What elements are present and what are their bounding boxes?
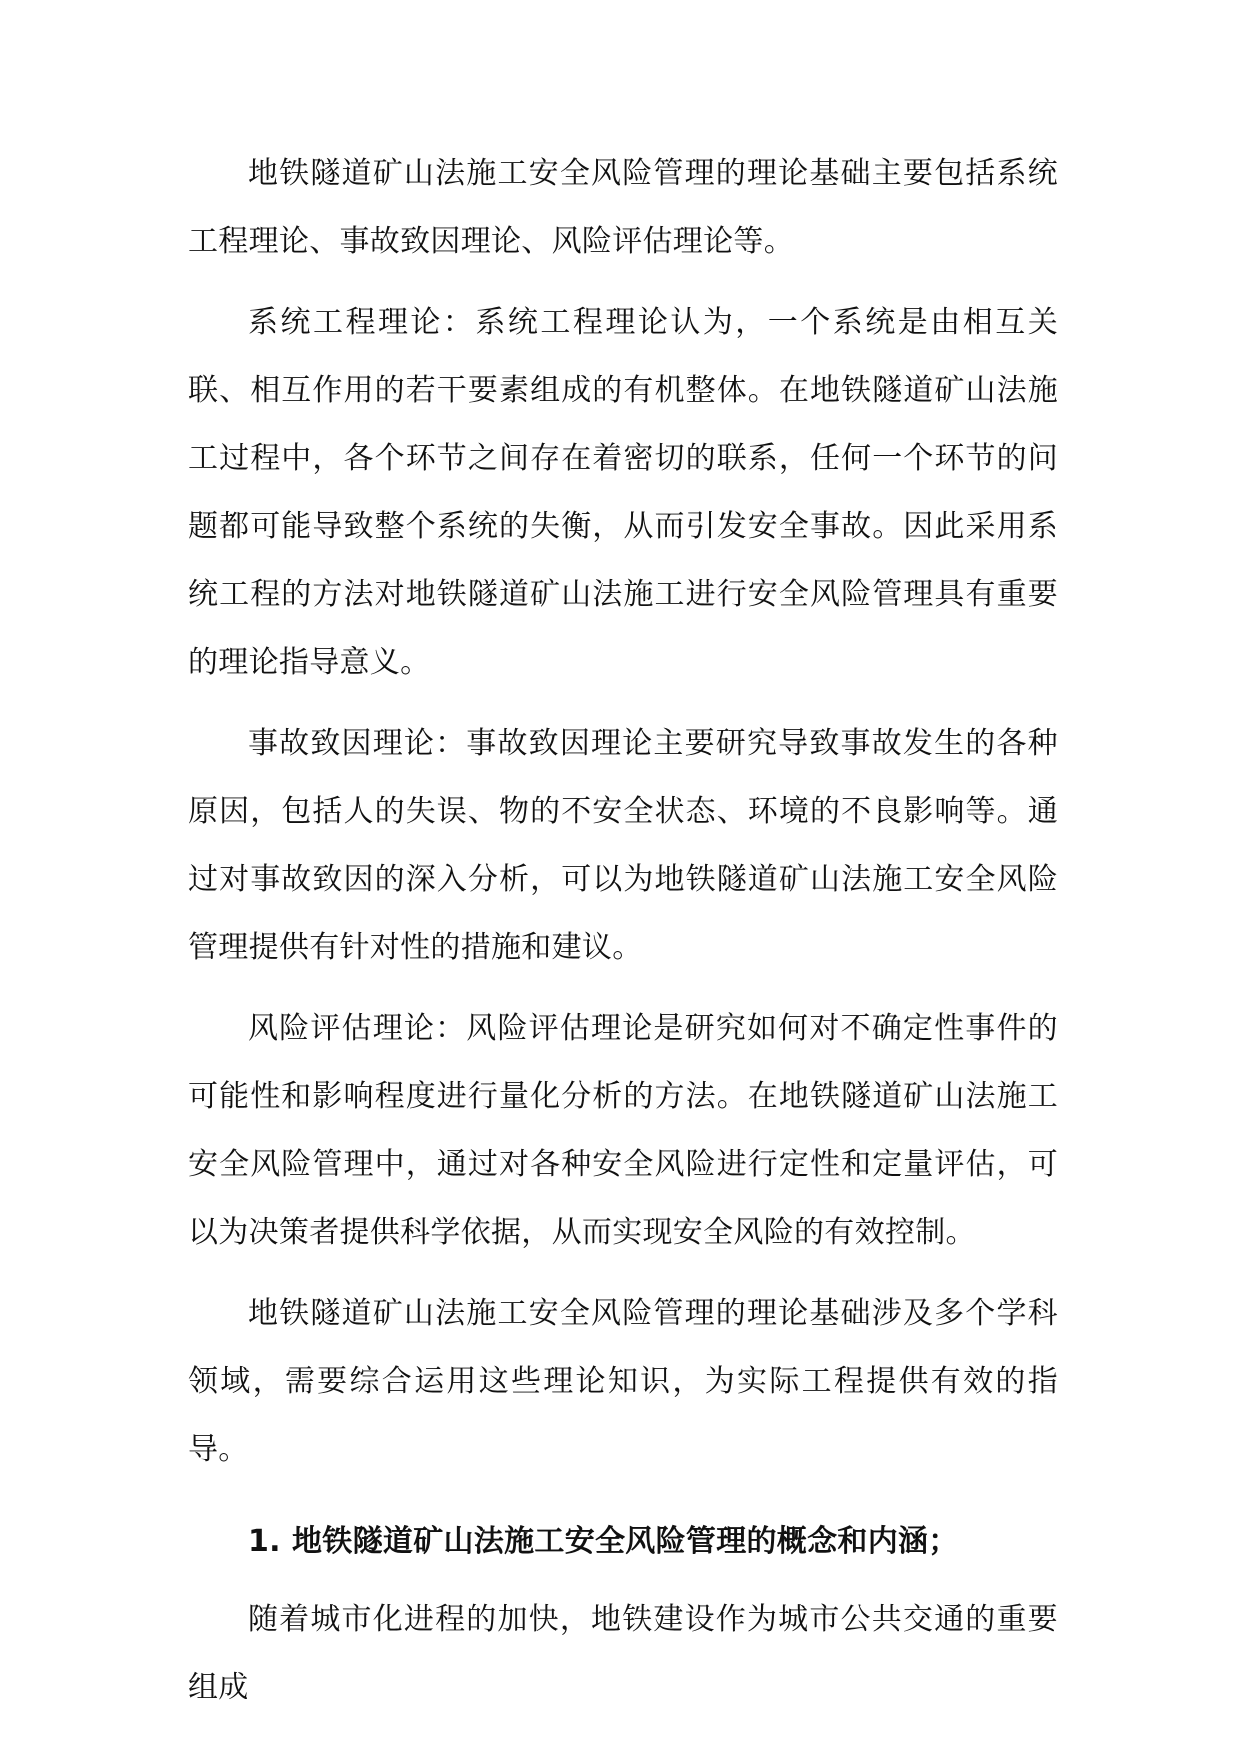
- section-heading-text: 地铁隧道矿山法施工安全风险管理的概念和内涵；: [292, 1524, 959, 1559]
- section-heading: [188, 1508, 1058, 1576]
- paragraph-intro: 地铁隧道矿山法施工安全风险管理的理论基础主要包括系统工程理论、事故致因理论、风险评估理论等。: [188, 156, 1058, 259]
- section-heading-number: 1.: [248, 1524, 281, 1559]
- document-page: [188, 140, 1058, 1735]
- paragraph-section-start: 随着城市化进程的加快，地铁建设作为城市公共交通的重要组成: [188, 1602, 1058, 1705]
- paragraph-risk-assessment: 风险评估理论：风险评估理论是研究如何对不确定性事件的可能性和影响程度进行量化分析的方法。在地铁隧道矿山法施工安全风险管理中，通过对各种安全风险进行定性和定量评估，可以为决策者提供科学依据，从而实现安全风险的有效控制。: [188, 1011, 1058, 1250]
- paragraph-systems-engineering: 系统工程理论：系统工程理论认为，一个系统是由相互关联、相互作用的若干要素组成的有机整体。在地铁隧道矿山法施工过程中，各个环节之间存在着密切的联系，任何一个环节的问题都可能导致整个系统的失衡，从而引发安全事故。因此采用系统工程的方法对地铁隧道矿山法施工进行安全风险管理具有重要的理论指导意义。: [188, 305, 1058, 680]
- paragraph-accident-causation: 事故致因理论：事故致因理论主要研究导致事故发生的各种原因，包括人的失误、物的不安全状态、环境的不良影响等。通过对事故致因的深入分析，可以为地铁隧道矿山法施工安全风险管理提供有针对性的措施和建议。: [188, 726, 1058, 965]
- paragraph-summary: 地铁隧道矿山法施工安全风险管理的理论基础涉及多个学科领域，需要综合运用这些理论知识，为实际工程提供有效的指导。: [188, 1296, 1058, 1467]
